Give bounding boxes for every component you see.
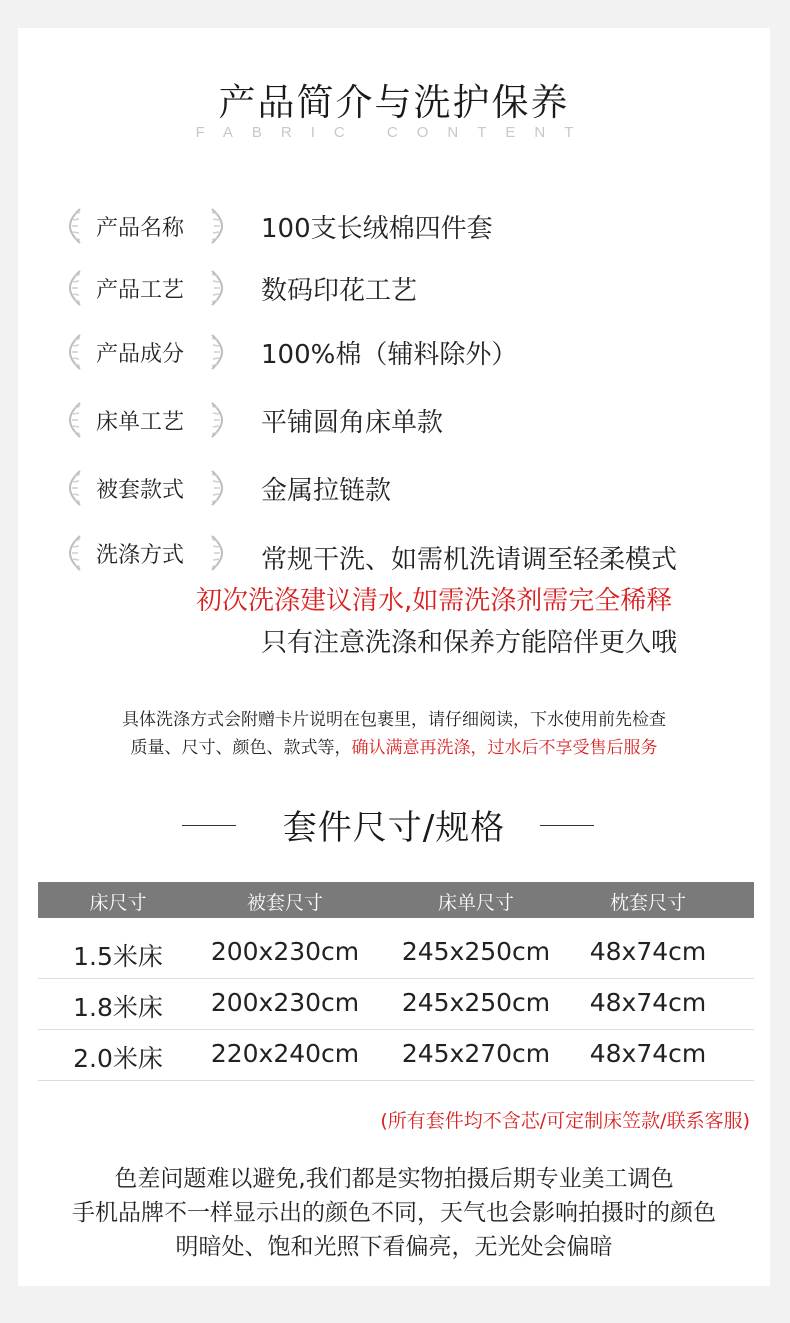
laurel-bracket-right-icon xyxy=(204,332,226,372)
table-cell: 1.8米床 xyxy=(73,993,163,1022)
wash-care-line: 只有注意洗涤和保养方能陪伴更久哦 xyxy=(261,628,678,658)
spec-row-craft xyxy=(66,268,746,308)
spec-row-name xyxy=(66,206,746,246)
table-cell: 48x74cm xyxy=(589,1039,707,1068)
spec-row-wash xyxy=(66,533,746,573)
laurel-bracket-left-icon xyxy=(66,400,88,440)
table-cell: 245x250cm xyxy=(401,988,551,1017)
table-cell: 1.5米床 xyxy=(73,942,163,971)
notice-line-2 xyxy=(18,733,770,758)
notice-line-1: 具体洗涤方式会附赠卡片说明在包裹里，请仔细阅读，下水使用前先检查 xyxy=(122,710,666,730)
spec-value: 金属拉链款 xyxy=(261,476,392,506)
laurel-bracket-right-icon xyxy=(204,468,226,508)
table-header-cell: 被套尺寸 xyxy=(246,892,323,914)
spec-label-box xyxy=(66,400,226,440)
table-cell: 48x74cm xyxy=(589,937,707,966)
laurel-bracket-left-icon xyxy=(66,268,88,308)
table-cell: 2.0米床 xyxy=(73,1044,163,1073)
spec-value: 常规干洗、如需机洗请调至轻柔模式 xyxy=(261,545,678,575)
notice-line-2-text: 质量、尺寸、颜色、款式等， xyxy=(130,738,352,758)
heading-rule-right xyxy=(540,825,594,826)
spec-label: 洗涤方式 xyxy=(96,543,185,568)
spec-value: 100%棉（辅料除外） xyxy=(261,340,518,370)
page-title: 产品简介与洗护保养 xyxy=(218,81,570,124)
laurel-bracket-right-icon xyxy=(204,268,226,308)
table-header-cell: 床尺寸 xyxy=(89,892,147,914)
spec-label: 床单工艺 xyxy=(96,410,185,435)
table-row xyxy=(38,928,754,979)
notice-line-2-warning: 确认满意再洗涤，过水后不享受售后服务 xyxy=(351,738,658,758)
laurel-bracket-left-icon xyxy=(66,206,88,246)
spec-label: 产品名称 xyxy=(96,216,185,241)
table-cell: 220x240cm xyxy=(210,1039,360,1068)
table-header-cell: 枕套尺寸 xyxy=(609,892,686,914)
spec-value: 100支长绒棉四件套 xyxy=(261,214,493,244)
spec-row-cover xyxy=(66,468,746,508)
table-row xyxy=(38,1030,754,1081)
table-header-cell: 床单尺寸 xyxy=(437,892,514,914)
laurel-bracket-left-icon xyxy=(66,468,88,508)
wash-warning-line: 初次洗涤建议清水,如需洗涤剂需完全稀释 xyxy=(196,586,673,616)
disclaimer-line-1: 色差问题难以避免,我们都是实物拍摄后期专业美工调色 xyxy=(114,1166,674,1192)
spec-label: 产品成分 xyxy=(96,342,185,367)
disclaimer-line-2: 手机品牌不一样显示出的颜色不同，天气也会影响拍摄时的颜色 xyxy=(72,1200,716,1226)
spec-value: 数码印花工艺 xyxy=(261,276,418,306)
table-cell: 200x230cm xyxy=(210,937,360,966)
page-subtitle: FABRIC CONTENT xyxy=(195,124,593,141)
table-cell: 200x230cm xyxy=(210,988,360,1017)
laurel-bracket-left-icon xyxy=(66,332,88,372)
table-row xyxy=(38,979,754,1030)
spec-label-box xyxy=(66,332,226,372)
content-card xyxy=(18,28,770,1286)
spec-row-material xyxy=(66,332,746,372)
laurel-bracket-left-icon xyxy=(66,533,88,573)
laurel-bracket-right-icon xyxy=(204,533,226,573)
spec-label: 产品工艺 xyxy=(96,278,185,303)
table-cell: 245x270cm xyxy=(401,1039,551,1068)
disclaimer-line-3: 明暗处、饱和光照下看偏亮，无光处会偏暗 xyxy=(175,1234,613,1260)
laurel-bracket-right-icon xyxy=(204,400,226,440)
size-footnote: (所有套件均不含芯/可定制床笠款/联系客服) xyxy=(380,1110,750,1132)
spec-label-box xyxy=(66,468,226,508)
spec-label-box xyxy=(66,206,226,246)
size-section-heading xyxy=(18,798,770,848)
laurel-bracket-right-icon xyxy=(204,206,226,246)
size-table-header xyxy=(38,882,754,918)
table-cell: 48x74cm xyxy=(589,988,707,1017)
size-section-title: 套件尺寸/规格 xyxy=(282,808,506,848)
spec-label: 被套款式 xyxy=(96,478,185,503)
spec-label-box xyxy=(66,268,226,308)
spec-label-box xyxy=(66,533,226,573)
spec-value: 平铺圆角床单款 xyxy=(261,408,444,438)
table-cell: 245x250cm xyxy=(401,937,551,966)
spec-row-sheet xyxy=(66,400,746,440)
